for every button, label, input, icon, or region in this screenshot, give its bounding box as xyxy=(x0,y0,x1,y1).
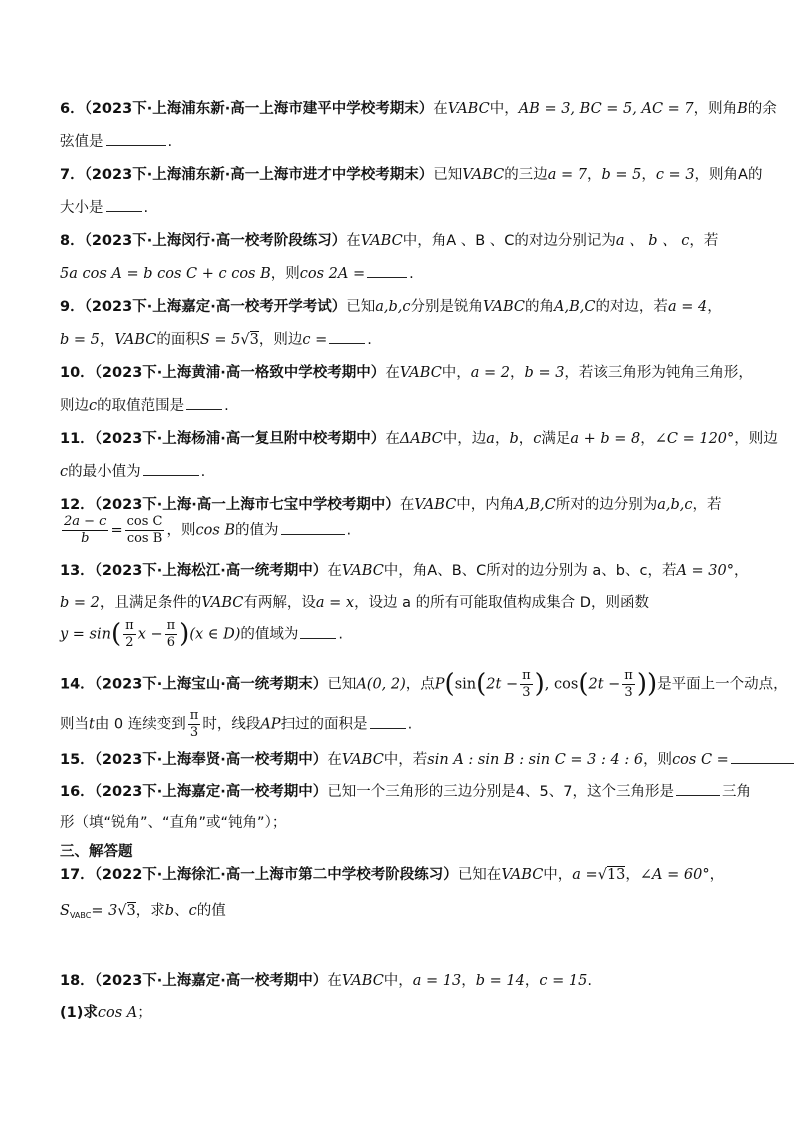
question-8-line-2 xyxy=(60,264,740,284)
question-11-line-1 xyxy=(60,430,778,449)
text: 中，角A、B、C所对的边分别为 a、b、c，若 xyxy=(383,563,677,579)
question-number: 6． xyxy=(60,101,85,117)
side-b: b = 3 xyxy=(524,365,565,381)
numerator: π xyxy=(522,668,531,683)
side-symbols: a,b,c xyxy=(657,497,693,513)
text: 的取值范围是 xyxy=(97,398,185,414)
answer-blank[interactable] xyxy=(106,132,166,146)
text: 则边 xyxy=(60,398,89,414)
text: 在 xyxy=(399,497,415,513)
area-subscript: VABC xyxy=(69,911,92,920)
question-number: 10． xyxy=(60,365,95,381)
text: 中，内角 xyxy=(456,497,515,513)
question-6-line-1 xyxy=(60,100,777,119)
question-source: （2023下·上海奉贤·高一校考期中） xyxy=(94,752,328,768)
text: 中，若 xyxy=(383,752,428,768)
triangle-symbol: VABC xyxy=(341,973,384,989)
answer-blank[interactable] xyxy=(186,396,222,410)
text: 时，线段 xyxy=(202,716,261,733)
text: ， xyxy=(510,365,525,381)
text: ， xyxy=(707,299,722,315)
text: . xyxy=(409,266,414,282)
text: 已知 xyxy=(327,676,357,693)
text: 满足 xyxy=(541,431,571,447)
text: 形（填“锐角”、“直角”或“钝角”）； xyxy=(60,815,287,831)
left-paren: ( xyxy=(476,669,487,699)
text: ，求 xyxy=(135,903,165,919)
text: ，则 xyxy=(643,752,673,768)
numerator: π xyxy=(166,618,176,633)
question-source: （2023下·上海浦东新·高一上海市建平中学校考期末） xyxy=(84,101,434,117)
text: 有两解，设 xyxy=(243,595,316,611)
question-source: （2023下·上海杨浦·高一复旦附中校考期中） xyxy=(94,431,386,447)
denominator: 3 xyxy=(624,685,633,700)
triangle-symbol: VABC xyxy=(360,233,403,249)
text: ， xyxy=(586,167,602,183)
text: 在 xyxy=(327,973,342,989)
triangle-symbol: VABC xyxy=(114,332,157,348)
target-expression: cos B xyxy=(195,522,236,539)
text: 则当 xyxy=(60,716,89,733)
text: 中，角A 、B 、C的对边分别记为 xyxy=(402,233,616,249)
fraction-pi-over-2 xyxy=(123,618,136,651)
text: 在 xyxy=(327,563,342,579)
text: ， xyxy=(524,973,540,989)
side-c: c xyxy=(60,464,69,480)
sine-ratio: sin A : sin B : sin C = 3 : 4 : 6 xyxy=(427,752,644,768)
side-b: b = 2 xyxy=(60,595,100,611)
question-source: （2022下·上海徐汇·高一上海市第二中学校考阶段练习） xyxy=(94,867,458,883)
answer-blank[interactable] xyxy=(329,330,365,344)
denominator: 3 xyxy=(522,685,531,700)
question-source: （2023下·上海松江·高一统考期中） xyxy=(94,563,328,579)
side-b: b = 14 xyxy=(475,973,525,989)
text: ，则角 xyxy=(693,101,738,117)
question-number: 12． xyxy=(60,497,95,513)
question-number: 14． xyxy=(60,676,95,693)
text: ，且满足条件的 xyxy=(99,595,202,611)
triangle-symbol: VABC xyxy=(341,563,384,579)
text: 在 xyxy=(385,365,400,381)
question-source: （2023下·上海黄浦·高一格致中学校考期中） xyxy=(94,365,386,381)
answer-blank[interactable] xyxy=(300,625,336,639)
triangle-symbol: VABC xyxy=(341,752,384,768)
text: 三角 xyxy=(722,784,751,800)
function-expression: y = sin xyxy=(60,626,111,643)
text: 的值 xyxy=(196,903,226,919)
text: 的角 xyxy=(524,299,554,315)
area-value: = 3 xyxy=(91,903,118,919)
denominator: cos B xyxy=(126,531,163,546)
question-16-line-1 xyxy=(60,782,751,802)
question-source: （2023下·上海闵行·高一校考阶段练习） xyxy=(84,233,347,249)
question-number: 16． xyxy=(60,784,95,800)
text: ，则角A的 xyxy=(694,167,763,183)
triangle-symbol: ΔABC xyxy=(399,431,443,447)
question-7-line-2 xyxy=(60,198,740,218)
side-a: a = 4 xyxy=(667,299,708,315)
sin-function: sin xyxy=(454,676,477,693)
numerator: cos C xyxy=(126,514,163,529)
question-number: 18． xyxy=(60,973,95,989)
side-b: b xyxy=(164,903,175,919)
expression-2t: 2t − xyxy=(486,676,519,693)
triangle-symbol: VABC xyxy=(399,365,442,381)
numerator: 2a − c xyxy=(64,514,107,529)
numerator: π xyxy=(624,668,633,683)
variable-t: t xyxy=(89,716,95,733)
side-a: a = 2 xyxy=(470,365,511,381)
text: 中， xyxy=(543,867,573,883)
numerator: π xyxy=(125,618,134,633)
area-expression: S = 5 xyxy=(199,332,241,348)
expression-2t: 2t − xyxy=(588,676,621,693)
question-13-line-3 xyxy=(60,618,740,651)
question-17-line-2 xyxy=(60,902,740,925)
text: ， xyxy=(99,332,115,348)
text: 扫过的面积是 xyxy=(280,716,368,733)
text: 中， xyxy=(383,973,413,989)
text: 的余 xyxy=(747,101,777,117)
text: 中，边 xyxy=(442,431,487,447)
target-expression: cos A xyxy=(97,1005,138,1021)
text: ，若该三角形为钝角三角形， xyxy=(564,365,753,381)
question-14-line-1 xyxy=(60,668,788,701)
question-17-line-1 xyxy=(60,866,740,885)
denominator: 6 xyxy=(166,635,176,650)
equation: 5a cos A = b cos C + c cos B xyxy=(60,266,271,282)
side-symbols: a 、 b 、 c xyxy=(615,233,690,249)
side-lengths: AB = 3, BC = 5, AC = 7 xyxy=(518,101,694,117)
sqrt-13: √13 xyxy=(597,867,626,883)
answer-blank[interactable] xyxy=(676,782,720,796)
question-18-line-1 xyxy=(60,972,740,991)
question-13-line-1 xyxy=(60,562,749,581)
angle-symbols: A,B,C xyxy=(514,497,556,513)
question-number: 17． xyxy=(60,867,95,883)
text: ， xyxy=(640,431,655,447)
text: ，若 xyxy=(689,233,719,249)
text: 的值为 xyxy=(235,522,279,539)
triangle-symbol: VABC xyxy=(447,101,490,117)
triangle-symbol: VABC xyxy=(462,167,505,183)
text: 中， xyxy=(441,365,471,381)
text: 弦值是 xyxy=(60,134,104,150)
side-b: b = 5 xyxy=(60,332,100,348)
left-paren: ( xyxy=(110,619,122,649)
text: ， xyxy=(494,431,510,447)
fraction-left xyxy=(62,514,108,547)
right-paren: ) xyxy=(636,669,647,699)
side-c: c xyxy=(533,431,542,447)
right-paren: ) xyxy=(646,669,658,699)
text: ，点 xyxy=(405,676,435,693)
text: 已知 xyxy=(433,167,463,183)
side-c: c = 3 xyxy=(655,167,695,183)
text: 的三边 xyxy=(504,167,548,183)
text: 的面积 xyxy=(156,332,200,348)
text: . xyxy=(346,522,352,539)
text: 在 xyxy=(385,431,400,447)
text: 的最小值为 xyxy=(68,464,141,480)
question-source: （2023下·上海嘉定·高一校考开学考试） xyxy=(84,299,347,315)
angle-symbols: A,B,C xyxy=(553,299,596,315)
question-number: 11． xyxy=(60,431,95,447)
text: ， xyxy=(734,563,749,579)
side-c: c = 15 xyxy=(539,973,588,989)
section-heading: 三、解答题 xyxy=(60,844,133,860)
text: 的对边，若 xyxy=(595,299,668,315)
fraction-pi-over-6 xyxy=(165,618,178,651)
text: ， xyxy=(625,867,640,883)
text: . xyxy=(200,464,206,480)
side-c: c xyxy=(188,903,197,919)
text: 在 xyxy=(327,752,342,768)
text: . xyxy=(167,134,173,150)
text: 所对的边分别为 xyxy=(555,497,658,513)
cos-function: , cos xyxy=(544,676,579,693)
denominator: 3 xyxy=(189,725,199,740)
side-b: b xyxy=(509,431,519,447)
side-a: a = xyxy=(572,867,598,883)
right-paren: ) xyxy=(179,619,190,649)
text: ，则 xyxy=(270,266,300,282)
fraction-right xyxy=(125,514,165,547)
fraction-pi-over-3 xyxy=(188,708,201,741)
text: . xyxy=(367,332,372,348)
text: 分别是锐角 xyxy=(410,299,483,315)
question-number: 9． xyxy=(60,299,85,315)
target-expression: cos 2A = xyxy=(299,266,366,282)
question-8-line-1 xyxy=(60,232,740,251)
side-a: a xyxy=(486,431,495,447)
question-9-line-2 xyxy=(60,330,740,350)
side-symbols: a,b,c xyxy=(375,299,411,315)
text: 、 xyxy=(174,903,189,919)
question-source: （2023下·上海浦东新·高一上海市进才中学校考期末） xyxy=(84,167,434,183)
text: 已知在 xyxy=(457,867,502,883)
point-p: P xyxy=(434,676,445,693)
triangle-symbol: VABC xyxy=(501,867,544,883)
text: . xyxy=(587,973,592,989)
text: ，则 xyxy=(166,522,196,539)
answer-blank[interactable] xyxy=(731,750,794,764)
angle-b: B xyxy=(737,101,748,117)
domain-expression: (x ∈ D) xyxy=(189,626,241,643)
text: 在 xyxy=(346,233,361,249)
text: 中， xyxy=(489,101,519,117)
text: ， xyxy=(461,973,476,989)
question-6-line-2 xyxy=(60,132,740,152)
question-number: 13． xyxy=(60,563,95,579)
text: ，设边 a 的所有可能取值构成集合 D，则函数 xyxy=(354,595,649,611)
text: ，则边 xyxy=(258,332,303,348)
fraction-pi-over-3 xyxy=(520,668,533,701)
side-a: a = 13 xyxy=(412,973,462,989)
angle-a: A = 30° xyxy=(676,563,735,579)
sqrt-3: √3 xyxy=(117,903,136,919)
question-number: 15． xyxy=(60,752,95,768)
question-13-line-2 xyxy=(60,594,740,613)
angle-c: ∠C = 120° xyxy=(654,431,735,447)
radicand: 13 xyxy=(606,867,626,883)
numerator: π xyxy=(189,708,199,723)
question-source: （2023下·上海·高一上海市七宝中学校考期中） xyxy=(94,497,400,513)
target-expression: cos C = xyxy=(672,752,729,768)
triangle-symbol: VABC xyxy=(201,595,244,611)
text: . xyxy=(338,626,344,643)
question-12-line-1 xyxy=(60,496,740,515)
question-7-line-1 xyxy=(60,166,763,185)
text: 在 xyxy=(433,101,448,117)
question-11-line-2 xyxy=(60,462,740,482)
triangle-symbol: VABC xyxy=(414,497,457,513)
text: ， xyxy=(709,867,725,883)
question-source: （2023下·上海嘉定·高一校考期中） xyxy=(94,784,328,800)
question-18-part-1 xyxy=(60,1004,740,1023)
text: . xyxy=(143,200,149,216)
text: ，则边 xyxy=(734,431,778,447)
left-paren: ( xyxy=(578,669,589,699)
triangle-symbol: VABC xyxy=(483,299,525,315)
answer-blank[interactable] xyxy=(143,462,199,476)
left-paren: ( xyxy=(444,669,455,699)
question-16-line-2 xyxy=(60,814,740,833)
text: ， xyxy=(518,431,534,447)
part-label: (1)求 xyxy=(60,1005,98,1021)
area-symbol: S xyxy=(60,903,70,919)
side-b: b = 5 xyxy=(601,167,642,183)
text: . xyxy=(224,398,229,414)
denominator: b xyxy=(81,531,90,546)
sqrt-3: √3 xyxy=(240,332,259,348)
text: 大小是 xyxy=(60,200,104,216)
answer-blank[interactable] xyxy=(106,198,142,212)
radicand: 3 xyxy=(249,332,259,348)
question-source: （2023下·上海嘉定·高一校考期中） xyxy=(94,973,328,989)
segment-ap: AP xyxy=(260,716,281,733)
text: ； xyxy=(137,1005,152,1021)
radicand: 3 xyxy=(126,903,136,919)
answer-blank[interactable] xyxy=(370,715,406,729)
question-source: （2023下·上海宝山·高一统考期末） xyxy=(94,676,328,693)
text: 已知一个三角形的三边分别是4、5、7，这个三角形是 xyxy=(327,784,674,800)
text: . xyxy=(407,716,413,733)
text: 由 0 连续变到 xyxy=(94,716,186,733)
right-paren: ) xyxy=(534,669,545,699)
point-a: A(0, 2) xyxy=(356,676,406,693)
text: 的值域为 xyxy=(240,626,299,643)
condition: a + b = 8 xyxy=(570,431,641,447)
side-c: c = xyxy=(302,332,328,348)
question-15-line-1 xyxy=(60,750,740,770)
question-number: 7． xyxy=(60,167,85,183)
question-9-line-1 xyxy=(60,298,740,317)
variable-definition: a = x xyxy=(315,595,355,611)
answer-blank[interactable] xyxy=(281,521,345,535)
side-c: c xyxy=(89,398,98,414)
side-a: a = 7 xyxy=(547,167,587,183)
fraction-pi-over-3 xyxy=(622,668,635,701)
question-14-line-2 xyxy=(60,708,740,741)
variable-x: x − xyxy=(137,626,163,643)
text: ， xyxy=(641,167,656,183)
question-12-line-2 xyxy=(60,514,740,547)
equals-sign: = xyxy=(110,522,123,539)
text: 是平面上一个动点， xyxy=(657,676,788,693)
question-number: 8． xyxy=(60,233,85,249)
question-10-line-2 xyxy=(60,396,740,416)
answer-blank[interactable] xyxy=(367,264,407,278)
denominator: 2 xyxy=(125,635,134,650)
angle-a: ∠A = 60° xyxy=(639,867,710,883)
text: 已知 xyxy=(346,299,376,315)
text: ，若 xyxy=(692,497,722,513)
question-10-line-1 xyxy=(60,364,753,383)
